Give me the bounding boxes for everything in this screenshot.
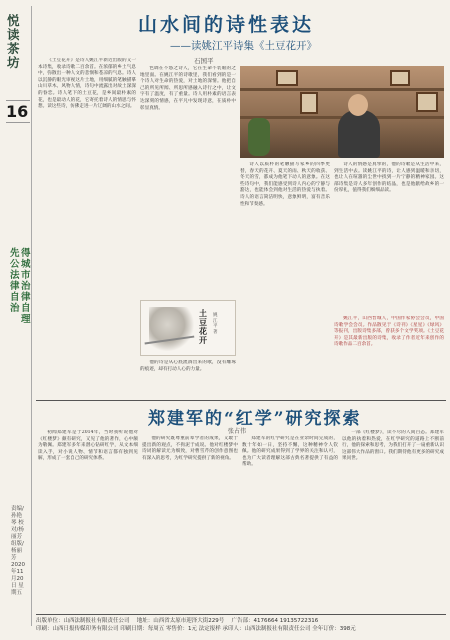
article-title: 山水间的诗性表达 <box>138 14 315 36</box>
slogan-line-2: 得城市治律自理 <box>21 248 31 325</box>
article-column <box>140 66 236 296</box>
author-photo <box>240 66 444 158</box>
article-paragraph: 色调在不悠之诗人，它在生命不装眼的之地里面。在姚江平的诗歌里，我们看到的是一个诗人对生命的热爱，对土地的深情。他把自己的所见所闻、所思所感融入诗行之中，让文字有了温度，有了重量。诗人用朴素的语言表达深刻的情感，在平凡中发现诗意，在质朴中彰显真情。 <box>140 66 236 111</box>
article-column <box>242 436 338 608</box>
person-head <box>348 94 368 116</box>
article-paragraph: 《土豆花开》是诗人姚江平新近出版的又一本诗集，收录诗歌二百余首。在浓郁的乡土气息中，弥散出一种人文的悲悯和苍凉的气息。诗人以沉静的眼光审视这片土地，用细腻的笔触描摹山川草木、风物人情，诗句中流露出对故土深深的眷恋。诗人笔下的土豆花，是乡间最朴素的花，也是最动人的花，它寄托着诗人的情思与怀想。读这些诗，仿佛走进一片辽阔的山水之间。 <box>38 58 136 110</box>
article-byline: 张占伟 <box>228 428 247 435</box>
section-title: 悦读茶坊 <box>7 13 21 70</box>
footer-line: 印刷：山西日报传媒印务有限公司 印刷日期：每周五 零售价：1元 法定报样 承印人：山西法制报社有限责任公司 全年订价：398元 <box>36 626 356 632</box>
bio-paragraph: 姚江平，山西晋城人，中国作家协会会员，中国诗歌学会会员。作品散见于《诗刊》《星星》《绿风》等报刊，出版诗集多部，曾获多个文学奖项。《土豆花开》是其最新出版的诗集，收录了作者近年来创作的诗歌作品二百余首。 <box>334 316 444 348</box>
shelf <box>240 88 444 91</box>
section-column <box>6 6 30 634</box>
article-column <box>140 360 236 396</box>
picture-frame <box>390 70 410 86</box>
article-title: 郑建军的“红学”研究探索 <box>148 409 362 429</box>
picture-frame <box>416 92 438 112</box>
divider <box>6 100 30 101</box>
section-slogan <box>10 248 31 325</box>
column-divider <box>31 6 32 626</box>
footer-divider <box>36 614 446 615</box>
article-paragraph: 他的诗是从心底流淌出来的歌，没有雕琢的痕迹，却有打动人心的力量。 <box>140 360 236 372</box>
picture-frame <box>276 70 298 86</box>
plant <box>248 118 270 156</box>
divider <box>6 122 30 123</box>
article-paragraph: 诗人以质朴的笔触描写家乡的四季更替，春天的花开、夏天的雨、秋天的收获、冬天的雪，都成为他笔下动人的意象。在这些诗句中，我们能感受到诗人内心的宁静与豁达，也能体会到他对生活的热爱与执着。诗人的语言简洁明快，意象鲜明，富有音乐性和节奏感。 <box>240 162 330 207</box>
article-column <box>240 162 330 394</box>
book-title: 土豆花开 <box>199 308 207 345</box>
page-number: 16 <box>6 102 29 121</box>
picture-frame <box>300 92 318 114</box>
author-bio <box>334 316 444 394</box>
article-divider <box>36 400 446 401</box>
footer-line: 出版单位：山西法制报社有限责任公司 地址：山西省太原市迎泽大街229号 广告部：4176664 19135722316 <box>36 618 319 624</box>
publication-footer <box>36 617 446 633</box>
article-paragraph: 诗人的情感是真挚的，他的诗歌是从生活中来，到生活中去。读姚江平的诗，让人感到温暖和亲切，也让人在喧嚣的尘世中找到一片宁静的精神家园。这部诗集是诗人多年创作的结晶，也是他献给故乡的一份厚礼，值得我们细细品读。 <box>334 162 444 194</box>
article-byline: 石国平 <box>194 57 214 65</box>
article-column <box>38 58 136 394</box>
book-author: 姚江平 著 <box>213 313 218 335</box>
article-paragraph: 郑建军的红学研究是在业余时间完成的，数十年如一日，坚持不懈，这种精神令人钦佩。他的研究成果得到了学界的关注和认可，也为广大读者理解这部古典名著提供了有益的帮助。 <box>242 436 338 468</box>
article-subtitle: ——读姚江平诗集《土豆花开》 <box>170 40 317 52</box>
article-column <box>142 436 238 608</box>
slogan-line-1: 先公法律自治 <box>10 248 20 314</box>
person-figure <box>338 110 380 158</box>
article-column <box>38 430 138 608</box>
book-cover-image <box>140 300 236 356</box>
article-paragraph: 一部《红楼梦》，读不尽的人间百态。郑建军以他的执着和热爱，在红学研究的道路上不断前行，他的探索和思考，为我们打开了一扇重新认识这部伟大作品的窗口。我们期待他有更多的研究成果问世。 <box>342 430 444 462</box>
article-paragraph: 他的研究既尊重前辈学者的成果，又敢于提出新的观点，不拘泥于成说。他对红楼梦中诗词的解读尤为细致，对曹雪芹的创作意图也有深入的思考，为红学研究提供了新的视角。 <box>142 436 238 461</box>
editor-info: 责编/孙艳琴 校对/杨丽芳 组版/杨丽芳 2020年11月20日 星期五 <box>11 506 25 596</box>
article-paragraph: 初闻郑建军是于2014年，当时我听说他对《红楼梦》颇有研究，又见了他的著作，心中颇为敬佩。郑建军多年来潜心钻研红学，从文本细读入手，对小说人物、情节和语言都有独到见解，形成了一套自己的研究体系。 <box>38 430 138 462</box>
article-column <box>342 430 444 608</box>
